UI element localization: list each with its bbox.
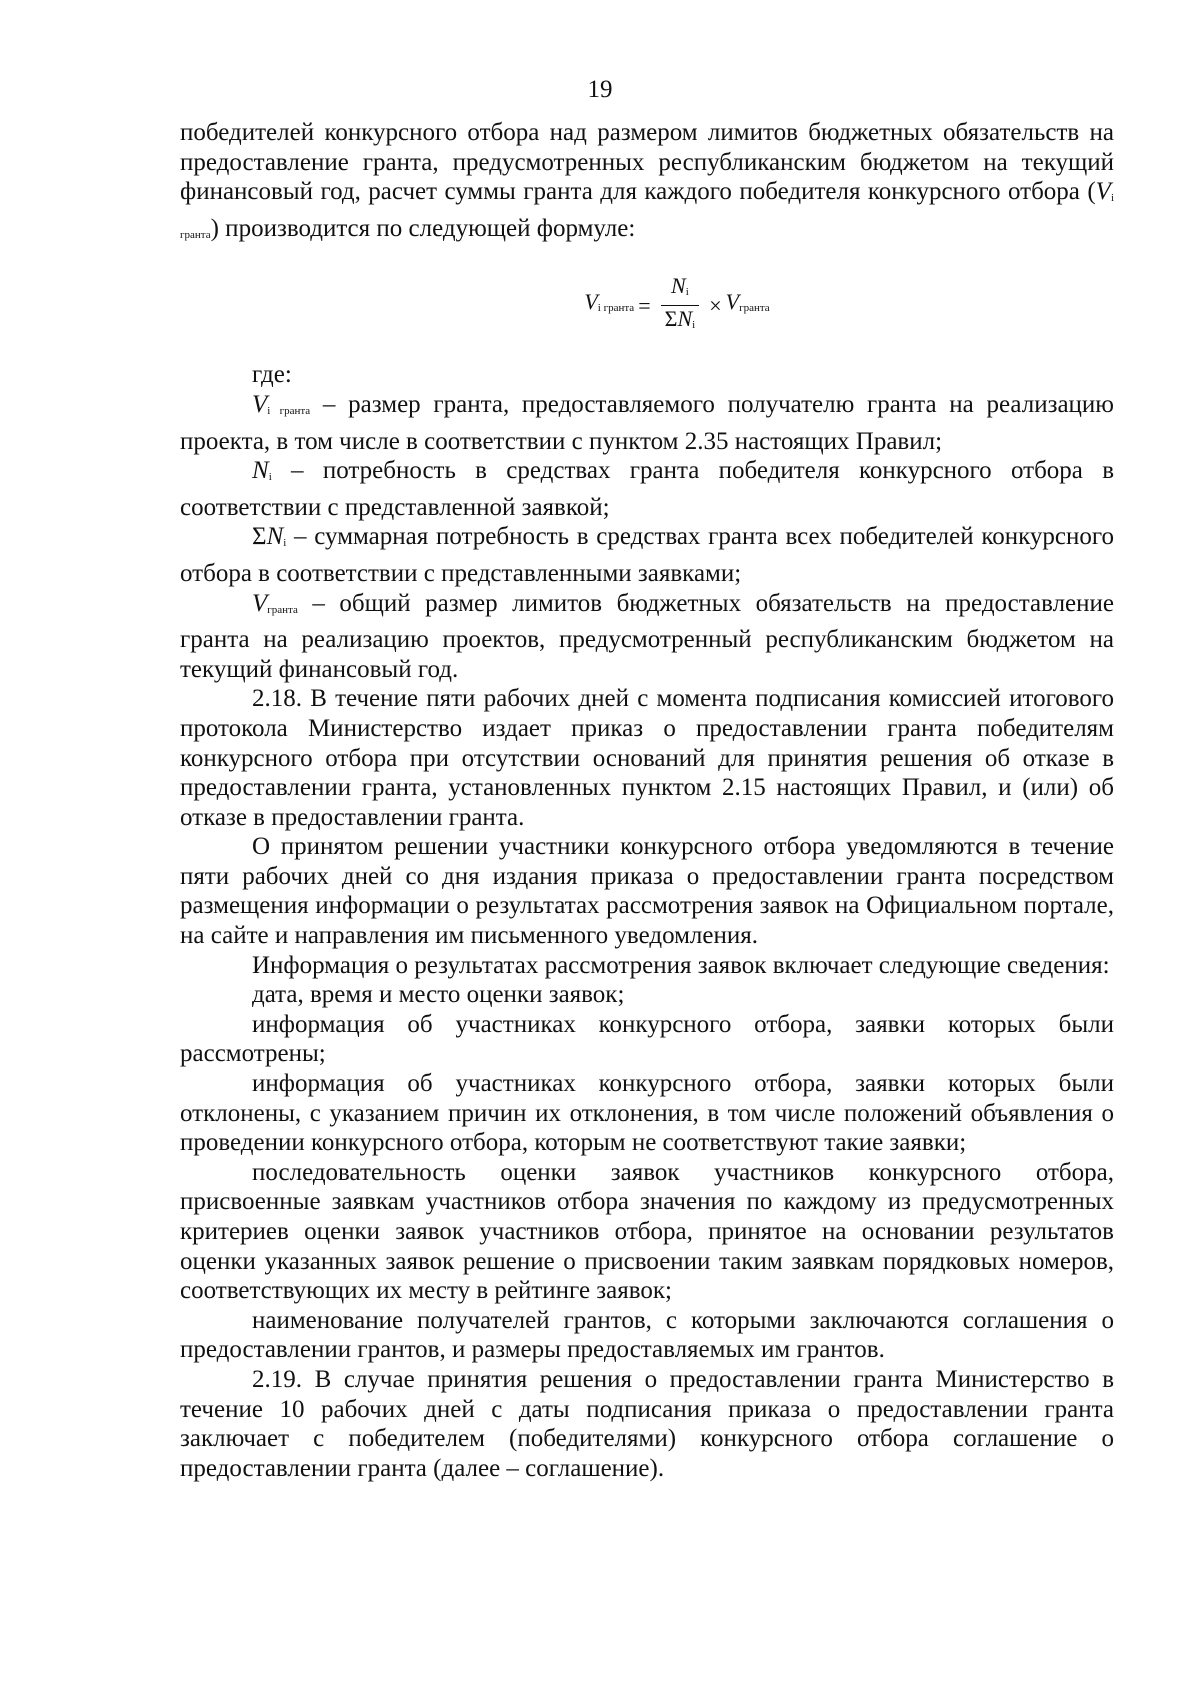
paragraph-2-19: 2.19. В случае принятия решения о предоставлении гранта Министерство в течение 10 рабочих дней с даты подписания приказа о предоставлении гранта заключает с победителем (победителями) конкурсного отбора соглашение о предоставлении гранта (далее – соглашение).: [180, 1365, 1114, 1482]
formula-times: ×: [709, 292, 722, 318]
list-item-recipients: наименование получателей грантов, с которыми заключаются соглашения о предоставлении грантов, и размеры предоставляемых им грантов.: [180, 1306, 1114, 1364]
list-item-considered: информация об участниках конкурсного отбора, заявки которых были рассмотрены;: [180, 1010, 1114, 1068]
list-item-date-time-place: дата, время и место оценки заявок;: [252, 981, 625, 1009]
definition-vi-grant: Vi гранта – размер гранта, предоставляемого получателю гранта на реализацию проекта, в том числе в соответствии с пунктом 2.35 настоящих Правил;: [180, 390, 1114, 455]
formula-equals: =: [638, 292, 651, 318]
paragraph-info-includes: Информация о результатах рассмотрения заявок включает следующие сведения:: [252, 951, 1110, 979]
definition-sum-ni: ΣNi – суммарная потребность в средствах гранта всех победителей конкурсного отбора в соответствии с представленными заявками;: [180, 523, 1114, 587]
inline-symbol-vi-grant: Vi гранта: [180, 178, 1114, 241]
list-item-sequence: последовательность оценки заявок участников конкурсного отбора, присвоенные заявкам участников отбора значения по каждому из предусмотренных критериев оценки заявок участников отбора, принятое на основании результатов оценки указанных заявок решение о присвоении таким заявкам порядковых номеров, соответствующих их месту в рейтинге заявок;: [180, 1158, 1114, 1305]
formula-numerator: Ni: [671, 272, 689, 298]
symbol-ni: Ni: [252, 457, 272, 485]
paragraph-notification: О принятом решении участники конкурсного отбора уведомляются в течение пяти рабочих дней со дня издания приказа о предоставлении гранта посредством размещения информации о результатах рассмотрения заявок на Официальном портале, на сайте и направления им письменного уведомления.: [180, 833, 1114, 950]
definition-v-grant: Vгранта – общий размер лимитов бюджетных обязательств на предоставление гранта на реализацию проектов, предусмотренный республиканским бюджетом на текущий финансовый год.: [180, 589, 1114, 683]
page-number: 19: [587, 76, 613, 103]
document-body: [180, 118, 1114, 1483]
formula-fraction: [661, 273, 700, 338]
intro-paragraph: [180, 118, 1114, 250]
symbol-vi-grant: Vi гранта: [252, 390, 311, 418]
formula-denominator: ΣNi: [661, 305, 700, 338]
where-label: где:: [252, 361, 292, 389]
definition-ni: Ni – потребность в средствах гранта победителя конкурсного отбора в соответствии с представленной заявкой;: [180, 457, 1114, 521]
paragraph-2-18: 2.18. В течение пяти рабочих дней с момента подписания комиссией итогового протокола Министерство издает приказ о предоставлении гранта победителям конкурсного отбора при отсутствии оснований для принятия решения об отказе в предоставлении гранта, установленных пунктом 2.15 настоящих Правил, и (или) об отказе в предоставлении гранта.: [180, 685, 1114, 831]
symbol-v-grant: Vгранта: [252, 589, 298, 617]
grant-formula: [180, 250, 1114, 360]
symbol-sum-ni: ΣNi: [252, 523, 287, 551]
intro-text-after: ) производится по следующей формуле:: [210, 214, 636, 242]
formula-v-grant: Vгранта: [725, 289, 770, 315]
list-item-rejected: информация об участниках конкурсного отбора, заявки которых были отклонены, с указанием причин их отклонения, в том числе положений объявления о проведении конкурсного отбора, которым не соответствуют такие заявки;: [180, 1070, 1114, 1157]
intro-text-before: победителей конкурсного отбора над размером лимитов бюджетных обязательств на предоставление гранта, предусмотренных республиканским бюджетом на текущий финансовый год, расчет суммы гранта для каждого победителя конкурсного отбора (: [180, 119, 1114, 206]
formula-lhs: Vi гранта: [584, 289, 635, 315]
